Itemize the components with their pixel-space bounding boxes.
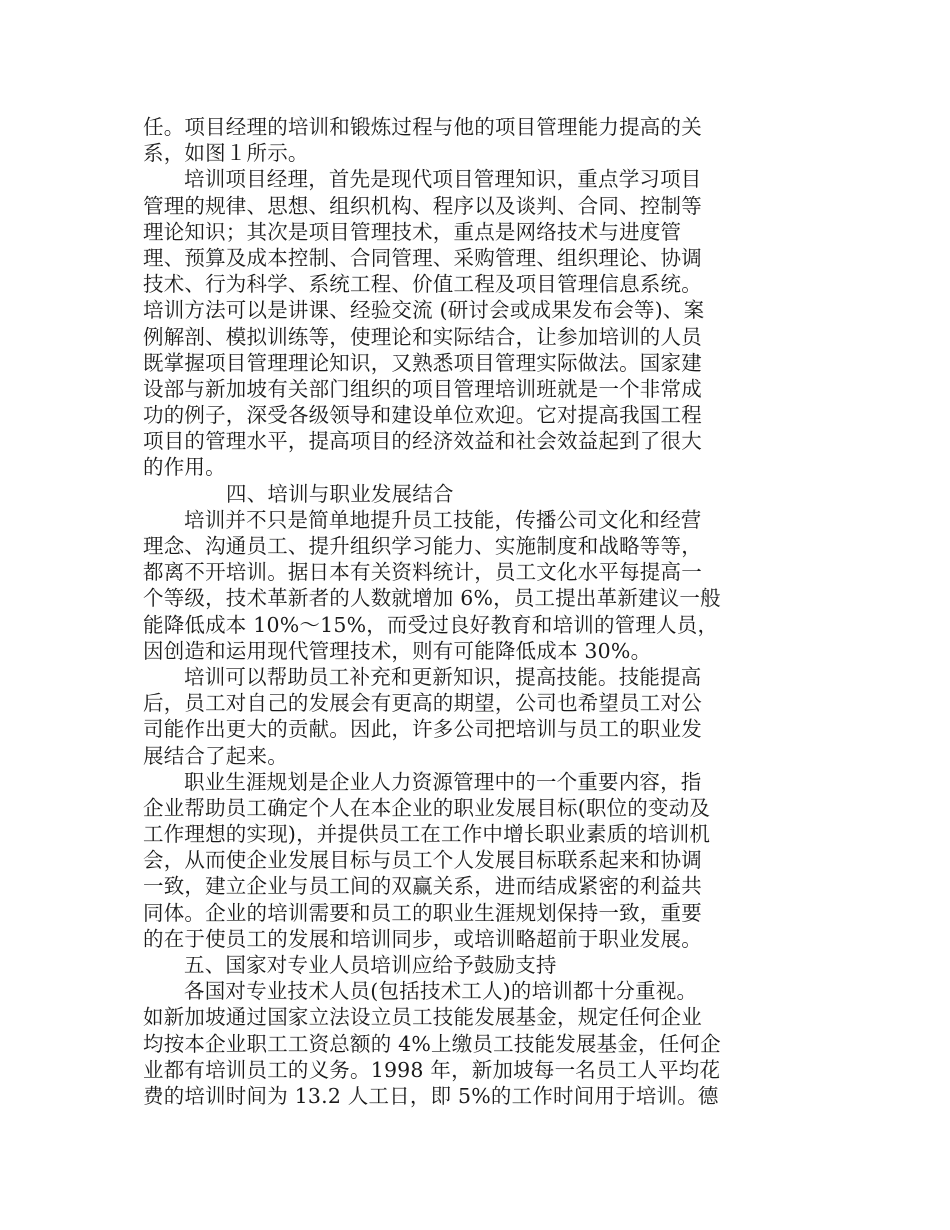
text-line: 均按本企业职工工资总额的 4%上缴员工技能发展基金，任何企 [143, 1031, 721, 1056]
text-line: 的作用。 [143, 455, 226, 480]
text-line: 理念、沟通员工、提升组织学习能力、实施制度和战略等等， [143, 534, 702, 558]
text-line: 任。项目经理的培训和锻炼过程与他的项目管理能力提高的关 [143, 115, 702, 139]
text-line: 既掌握项目管理理论知识，又熟悉项目管理实际做法。国家建 [143, 350, 702, 375]
text-line: 系，如图１所示。 [143, 141, 309, 166]
text-line: 同体。企业的培训需要和员工的职业生涯规划保持一致，重要 [143, 900, 702, 925]
text-line: 如新加坡通过国家立法设立员工技能发展基金，规定任何企业 [143, 1005, 702, 1030]
text-line: 技术、行为科学、系统工程、价值工程及项目管理信息系统。 [143, 272, 702, 297]
text-line: 项目的管理水平，提高项目的经济效益和社会效益起到了很大 [143, 429, 702, 454]
text-line: 管理的规律、思想、组织机构、程序以及谈判、合同、控制等 [143, 193, 702, 218]
text-line: 功的例子，深受各级领导和建设单位欢迎。它对提高我国工程 [143, 403, 702, 428]
text-line: 理论知识；其次是项目管理技术，重点是网络技术与进度管 [143, 219, 682, 244]
document-body [143, 114, 753, 1109]
text-line: 个等级，技术革新者的人数就增加 6%，员工提出革新建议一般 [143, 586, 721, 611]
text-line: 费的培训时间为 13.2 人工日，即 5%的工作时间用于培训。德 [143, 1083, 719, 1108]
text-line: 业都有培训员工的义务。1998 年，新加坡每一名员工人平均花 [143, 1057, 721, 1082]
text-line: 司能作出更大的贡献。因此，许多公司把培训与员工的职业发 [143, 717, 702, 742]
text-line: 会，从而使企业发展目标与员工个人发展目标联系起来和协调 [143, 848, 702, 873]
text-line: 企业帮助员工确定个人在本企业的职业发展目标(职位的变动及 [143, 795, 711, 820]
text-line: 后，员工对自己的发展会有更高的期望，公司也希望员工对公 [143, 691, 702, 716]
text-line: 因创造和运用现代管理技术，则有可能降低成本 30%。 [143, 638, 652, 663]
text-line: 职业生涯规划是企业人力资源管理中的一个重要内容，指 [184, 769, 702, 794]
section-heading: 五、国家对专业人员培训应给予鼓励支持 [184, 953, 557, 977]
text-line: 培训方法可以是讲课、经验交流 (研讨会或成果发布会等)、案 [143, 298, 705, 323]
text-line: 理、预算及成本控制、合同管理、采购管理、组织理论、协调 [143, 245, 702, 270]
text-line: 一致，建立企业与员工间的双赢关系，进而结成紧密的利益共 [143, 874, 702, 899]
text-line: 培训项目经理，首先是现代项目管理知识，重点学习项目 [184, 167, 702, 192]
text-line: 展结合了起来。 [143, 743, 288, 768]
text-line: 的在于使员工的发展和培训同步，或培训略超前于职业发展。 [143, 926, 702, 951]
text-line: 设部与新加坡有关部门组织的项目管理培训班就是一个非常成 [143, 376, 702, 401]
text-line: 能降低成本 10%～15%，而受过良好教育和培训的管理人员， [143, 612, 719, 637]
text-line: 都离不开培训。据日本有关资料统计，员工文化水平每提高一 [143, 560, 702, 585]
text-line: 培训可以帮助员工补充和更新知识，提高技能。技能提高 [184, 664, 702, 689]
section-heading: 四、培训与职业发展结合 [226, 481, 454, 506]
text-line: 培训并不只是简单地提升员工技能，传播公司文化和经营 [184, 507, 702, 532]
text-line: 工作理想的实现)，并提供员工在工作中增长职业素质的培训机 [143, 822, 711, 847]
text-line: 例解剖、模拟训练等，使理论和实际结合，让参加培训的人员 [143, 324, 702, 349]
text-line: 各国对专业技术人员(包括技术工人)的培训都十分重视。 [184, 979, 698, 1004]
